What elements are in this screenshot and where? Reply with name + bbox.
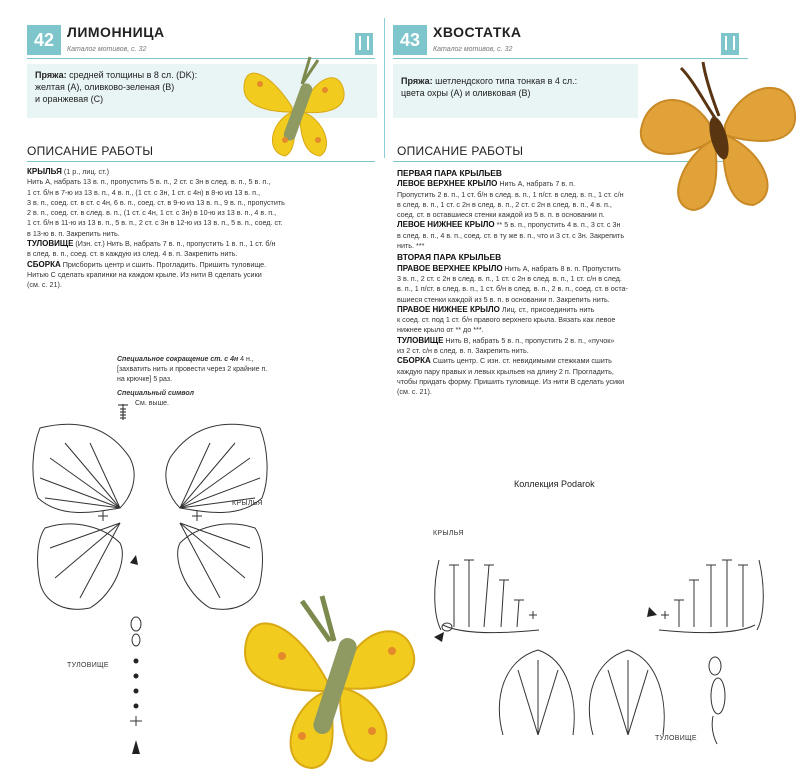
header-rule bbox=[393, 58, 748, 59]
yarn-label: Пряжа: bbox=[401, 76, 433, 86]
instruction-line: к соед. ст. под 1 ст. б/н правого верхнего крыла. Вязать как левое bbox=[397, 315, 616, 325]
instruction-line: ПРАВОЕ НИЖНЕЕ КРЫЛО Лиц. ст., присоединить нить bbox=[397, 304, 595, 314]
instruction-line: нижнее крыло от ** до ***. bbox=[397, 325, 484, 335]
catalog-reference: Каталог мотивов, с. 32 bbox=[67, 46, 147, 53]
instruction-line: 3 в. п., соед. ст. в ст. с 4н, 6 в. п., соед. ст. в 9-ю из 13 в. п., 9 в. п., пропустить bbox=[27, 197, 285, 207]
instruction-line: соед. ст. в оставшиеся стенки каждой из 5 в. п. в основании п. bbox=[397, 210, 605, 220]
instruction-line: ПРАВОЕ ВЕРХНЕЕ КРЫЛО Нить А, набрать 8 в. п. Пропустить bbox=[397, 263, 621, 273]
instruction-line: в след. в. п., соед. ст. в каждую из след. 4 в. п. Закрепить нить. bbox=[27, 249, 238, 259]
instruction-line: Нить А, набрать 13 в. п., пропустить 5 в. п., 2 ст. с 3н в след. в. п., 5 в. п., bbox=[27, 177, 271, 187]
instruction-line: СБОРКА Присборить центр и сшить. Прогладить. Пришить туловище. bbox=[27, 259, 267, 269]
pattern-title: ЛИМОННИЦА bbox=[67, 24, 165, 40]
yarn-box bbox=[393, 64, 638, 118]
corner-logo-icon bbox=[721, 33, 739, 55]
instruction-line: 1 ст. б/н в 11-ю из 13 в. п., 5 в. п., 2 ст. с 3н в 12-ю из 13 в. п., 5 в. п., соед. ст. bbox=[27, 218, 283, 228]
instruction-line: нить. *** bbox=[397, 241, 425, 251]
instruction-line: 1 ст. б/н в 7-ю из 13 в. п., 4 в. п., (1 ст. с 3н, 1 ст. с 4н) в 8-ю из 13 в. п., bbox=[27, 187, 261, 197]
section-heading: ОПИСАНИЕ РАБОТЫ bbox=[397, 144, 524, 158]
page-left bbox=[0, 0, 393, 776]
instruction-line: ТУЛОВИЩЕ Нить В, набрать 5 в. п., пропустить 2 в. п., «пучок» bbox=[397, 335, 615, 345]
page-divider bbox=[384, 18, 385, 158]
yarn-line: цвета охры (А) и оливковая (В) bbox=[401, 88, 531, 98]
wings-crochet-chart bbox=[429, 545, 769, 650]
yarn-line: желтая (А), оливково-зеленая (В) bbox=[35, 82, 175, 92]
yarn-line: средней толщины в 8 сл. (DK): bbox=[66, 70, 198, 80]
lemon-butterfly-photo bbox=[240, 52, 350, 162]
instruction-line: ВТОРАЯ ПАРА КРЫЛЬЕВ bbox=[397, 252, 502, 263]
pattern-number-badge: 43 bbox=[393, 25, 427, 55]
instruction-line: ЛЕВОЕ НИЖНЕЕ КРЫЛО ** 5 в. п., пропустить 4 в. п., 3 ст. с 3н bbox=[397, 220, 621, 230]
collection-credit: Коллекция Podarok bbox=[514, 479, 595, 489]
body-label: ТУЛОВИЩЕ bbox=[67, 662, 109, 669]
body-crochet-chart bbox=[126, 616, 146, 756]
body-label: ТУЛОВИЩЕ bbox=[655, 735, 697, 742]
instruction-line: Нитью С сделать крапинки на каждом крыле. Из нити В сделать усики bbox=[27, 269, 262, 279]
instruction-line: в след. в. п., 1 ст. с 2н в след. в. п., 2 ст. с 2н в след. в. п., 4 в. п., bbox=[397, 199, 612, 209]
instruction-line: СБОРКА Сшить центр. С изн. ст. невидимыми стежками сшить bbox=[397, 356, 612, 366]
instruction-line: 3 в. п., 2 ст. с 2н в след. в. п., 1 ст. с 2н в след. в. п., 1 ст. с/н в след. bbox=[397, 273, 622, 283]
instruction-line: в 13-ю в. п. Закрепить нить. bbox=[27, 228, 120, 238]
page-right bbox=[393, 0, 800, 776]
instructions-text bbox=[27, 167, 379, 291]
instruction-line: ЛЕВОЕ ВЕРХНЕЕ КРЫЛО Нить А, набрать 7 в. п. bbox=[397, 179, 576, 189]
instruction-line: ПЕРВАЯ ПАРА КРЫЛЬЕВ bbox=[397, 168, 502, 178]
yarn-line: шетлендского типа тонкая в 4 сл.: bbox=[432, 76, 578, 86]
instruction-line: (см. с. 21). bbox=[27, 280, 62, 290]
wings-label: КРЫЛЬЯ bbox=[433, 530, 464, 537]
ochre-butterfly-photo bbox=[633, 60, 800, 220]
instruction-line: чтобы придать форму. Пришить туловище. Из нити В сделать усики bbox=[397, 376, 625, 386]
body-crochet-chart bbox=[703, 656, 733, 746]
wings-crochet-chart bbox=[20, 418, 280, 618]
instruction-line: вшиеся стенки каждой из 5 в. п. в основании п. Закрепить нить. bbox=[397, 294, 610, 304]
instruction-line: (см. с. 21). bbox=[397, 387, 432, 397]
catalog-reference: Каталог мотивов, с. 32 bbox=[433, 46, 513, 53]
wings-label: КРЫЛЬЯ bbox=[232, 500, 263, 507]
instruction-line: каждую пару правых и левых крыльев на длину 2 п. Прогладить, bbox=[397, 366, 614, 376]
special-abbreviation: Специальное сокращение ст. с 4н 4 н., [захватить нить и провести через 2 крайние п. на крючке] 5 раз. Специальный символ См. выше. bbox=[117, 356, 268, 407]
instruction-line: ТУЛОВИЩЕ (Изн. ст.) Нить В, набрать 7 в. п., пропустить 1 в. п., 1 ст. б/н bbox=[27, 239, 276, 249]
instruction-line: в след. в. п., 4 в. п., соед. ст. в ту же в. п., что и 3 ст. с 3н. Закрепить bbox=[397, 230, 625, 240]
instruction-line: в. п., 1 п/ст. в след. в. п., 1 ст. б/н в след. в. п., 2 в. п., соед. ст. в оста- bbox=[397, 284, 628, 294]
pattern-title: ХВОСТАТКА bbox=[433, 24, 522, 40]
yarn-line: и оранжевая (С) bbox=[35, 94, 104, 104]
instruction-line: Пропустить 2 в. п., 1 ст. б/н в след. в. п., 1 п/ст. в след. в. п., 1 ст. с/н bbox=[397, 189, 624, 199]
section-heading: ОПИСАНИЕ РАБОТЫ bbox=[27, 144, 154, 158]
instruction-line: из 2 ст. с/н в след. в. п. Закрепить нить. bbox=[397, 346, 529, 356]
yarn-label: Пряжа: bbox=[35, 70, 67, 80]
corner-logo-icon bbox=[355, 33, 373, 55]
instruction-line: 2 в. п., соед. ст. в след. в. п., (1 ст. с 4н, 1 ст. с 3н) в 10-ю из 13 в. п., 4 в. п., bbox=[27, 208, 277, 218]
pattern-number-badge: 42 bbox=[27, 25, 61, 55]
instruction-line: КРЫЛЬЯ (1 р., лиц. ст.) bbox=[27, 167, 110, 176]
